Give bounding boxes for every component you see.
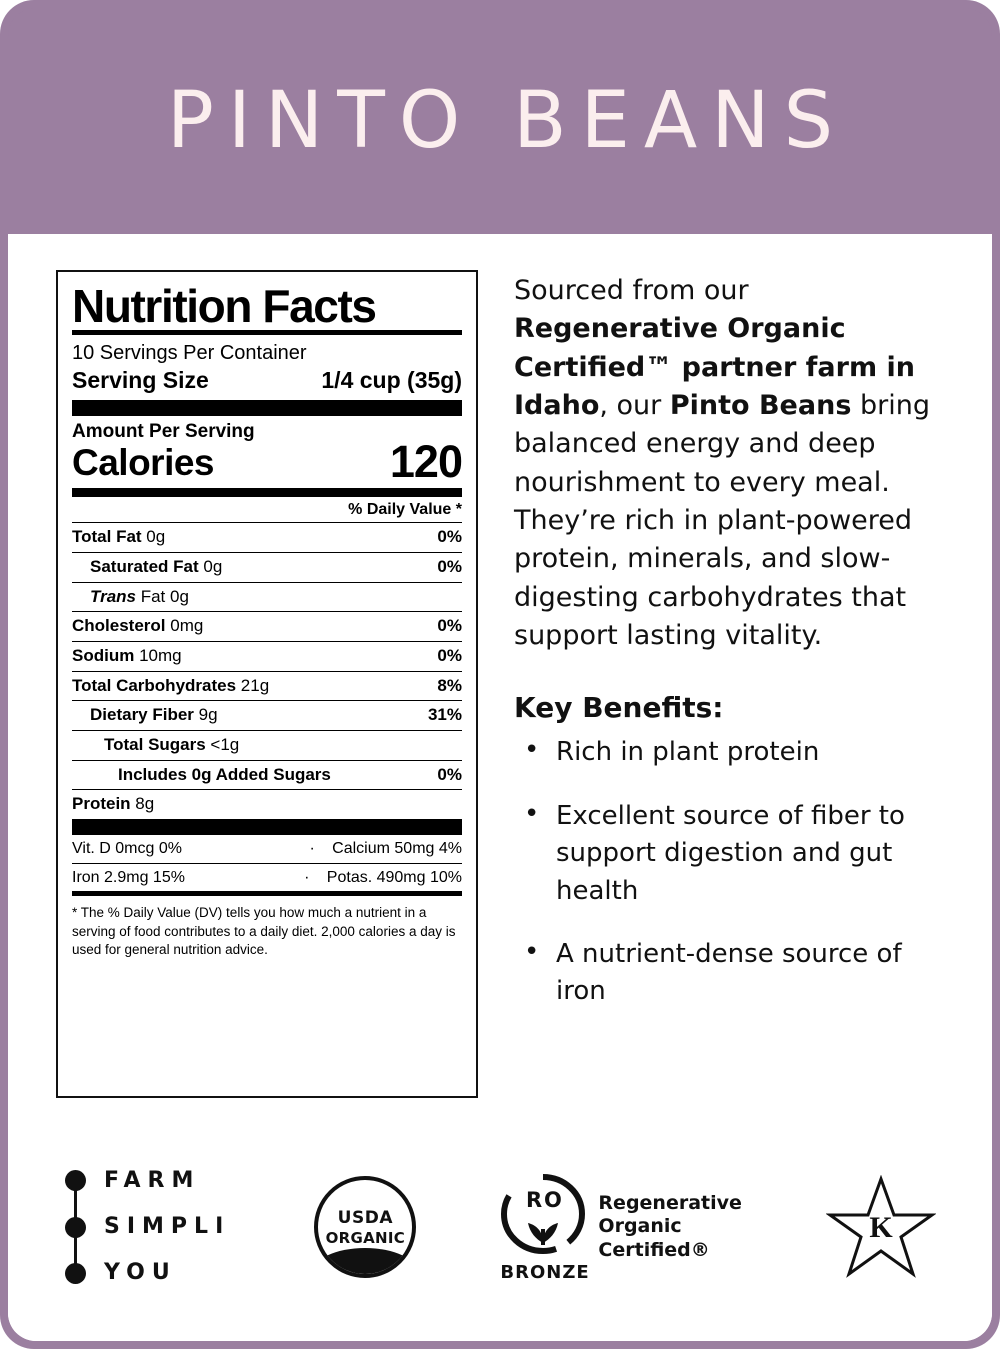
description-part-2: , our [599,389,670,421]
nutrition-facts-title: Nutrition Facts [72,280,376,332]
vitamin-left: Vit. D 0mcg 0% [72,840,182,858]
roc-line-2: Organic [598,1215,682,1238]
vitamin-right: Calcium 50mg 4% [332,840,462,858]
roc-tier-label: BRONZE [500,1262,590,1283]
vitamin-separator: · [304,868,310,886]
description-bold-2: Pinto Beans [669,389,852,421]
svg-text:R: R [526,1188,543,1212]
benefit-item: • Excellent source of fiber to support digestion and gut health [514,798,952,910]
label-body [8,234,992,1341]
servings-per-container: 10 Servings Per Container [72,342,307,365]
vitamin-row [72,835,462,863]
logo-dot-1 [65,1170,86,1191]
nutrition-facts-panel [56,270,478,1098]
logo-word-simpli: SIMPLI [104,1214,231,1239]
logo-dots [64,1170,86,1284]
vitamin-separator: · [309,840,315,858]
serving-size-label: Serving Size [72,367,209,394]
kosher-star-k-icon [826,1175,936,1279]
nutrient-row [72,761,462,790]
amount-per-serving-label: Amount Per Serving [72,421,255,443]
nutrient-row [72,523,462,552]
nutrient-label: Cholesterol 0mg [72,616,204,636]
roc-text [598,1192,741,1262]
divider-thick [72,819,462,835]
nutrient-row [72,612,462,641]
page-title: PINTO BEANS [166,76,848,166]
serving-size-value: 1/4 cup (35g) [321,367,462,394]
nutrient-daily-value: 0% [437,556,462,576]
nutrient-label: Protein 8g [72,794,155,814]
roc-line-1: Regenerative [598,1192,742,1215]
product-description [514,272,952,655]
certification-badges [8,1131,992,1341]
nutrient-daily-value: 0% [437,616,462,636]
nutrient-row [72,642,462,671]
usda-organic-seal-icon [314,1176,416,1278]
usda-field-shape [314,1248,416,1278]
nutrient-row [72,672,462,701]
calories-row [72,436,462,488]
key-benefits-list [514,734,952,1011]
nutrient-row [72,731,462,760]
nutrient-row [72,790,462,819]
logo-dot-3 [65,1263,86,1284]
roc-mark-wrap [500,1173,590,1283]
description-part-1: Sourced from our [514,275,749,306]
roc-line-3: Certified® [598,1238,710,1261]
calories-label: Calories [72,442,215,484]
logo-word-you: YOU [104,1260,177,1285]
nutrient-label: Total Sugars <1g [104,735,240,755]
nutrient-row [72,553,462,582]
nutrient-label: Total Fat 0g [72,527,166,547]
nutrient-label: Total Carbohydrates 21g [72,675,270,695]
nutrient-label: Sodium 10mg [72,646,182,666]
divider-thick [72,400,462,416]
nutrient-daily-value: 0% [437,764,462,784]
regenerative-organic-certified-badge [500,1173,741,1281]
daily-value-header: % Daily Value * [348,501,462,519]
product-description-column [478,270,952,1131]
nutrient-row [72,701,462,730]
nutrient-daily-value: 31% [427,705,462,725]
usda-top-text: USDA [337,1207,393,1228]
key-benefits-title: Key Benefits: [514,691,724,725]
vitamin-row [72,864,462,892]
nutrient-daily-value: 8% [437,675,462,695]
daily-value-footnote: * The % Daily Value (DV) tells you how much a nutrient in a serving of food contributes to a daily diet. 2,000 calories a day is used for general nutrition advice. [72,905,456,957]
vitamin-rows [72,835,462,891]
roc-mark-icon [500,1173,586,1259]
nutrient-daily-value: 0% [437,527,462,547]
logo-dot-2 [65,1217,86,1238]
product-header [8,8,992,234]
serving-size-row [72,367,462,394]
logo-word-farm: FARM [104,1168,201,1193]
nutrient-row [72,583,462,612]
description-part-3: bring balanced energy and deep nourishment to every meal. They’re rich in plant-powered protein, minerals, and slow-digesting carbohydrates that support lasting vitality. [514,389,930,651]
svg-text:O: O [544,1188,563,1212]
divider-medium [72,488,462,497]
label-inner [8,8,992,1341]
farm-simpli-you-logo [64,1170,230,1284]
nutrient-daily-value: 0% [437,646,462,666]
nutrient-label: Saturated Fat 0g [90,556,223,576]
label-content [8,234,992,1131]
usda-bottom-text: ORGANIC [325,1228,406,1247]
kosher-letter: K [869,1211,893,1244]
calories-value: 120 [389,436,462,488]
nutrient-label: Includes 0g Added Sugars [118,764,331,784]
logo-words [104,1170,230,1284]
vitamin-left: Iron 2.9mg 15% [72,868,185,886]
nutrient-rows [72,523,462,819]
benefit-item: • Rich in plant protein [514,734,952,771]
benefit-item: • A nutrient-dense source of iron [514,936,952,1011]
vitamin-right: Potas. 490mg 10% [326,868,462,886]
description-bold-1: Regenerative Organic Certified™ partner farm in Idaho [514,313,915,421]
nutrient-label: Dietary Fiber 9g [90,705,218,725]
nutrient-label: Trans Fat 0g [90,586,189,606]
